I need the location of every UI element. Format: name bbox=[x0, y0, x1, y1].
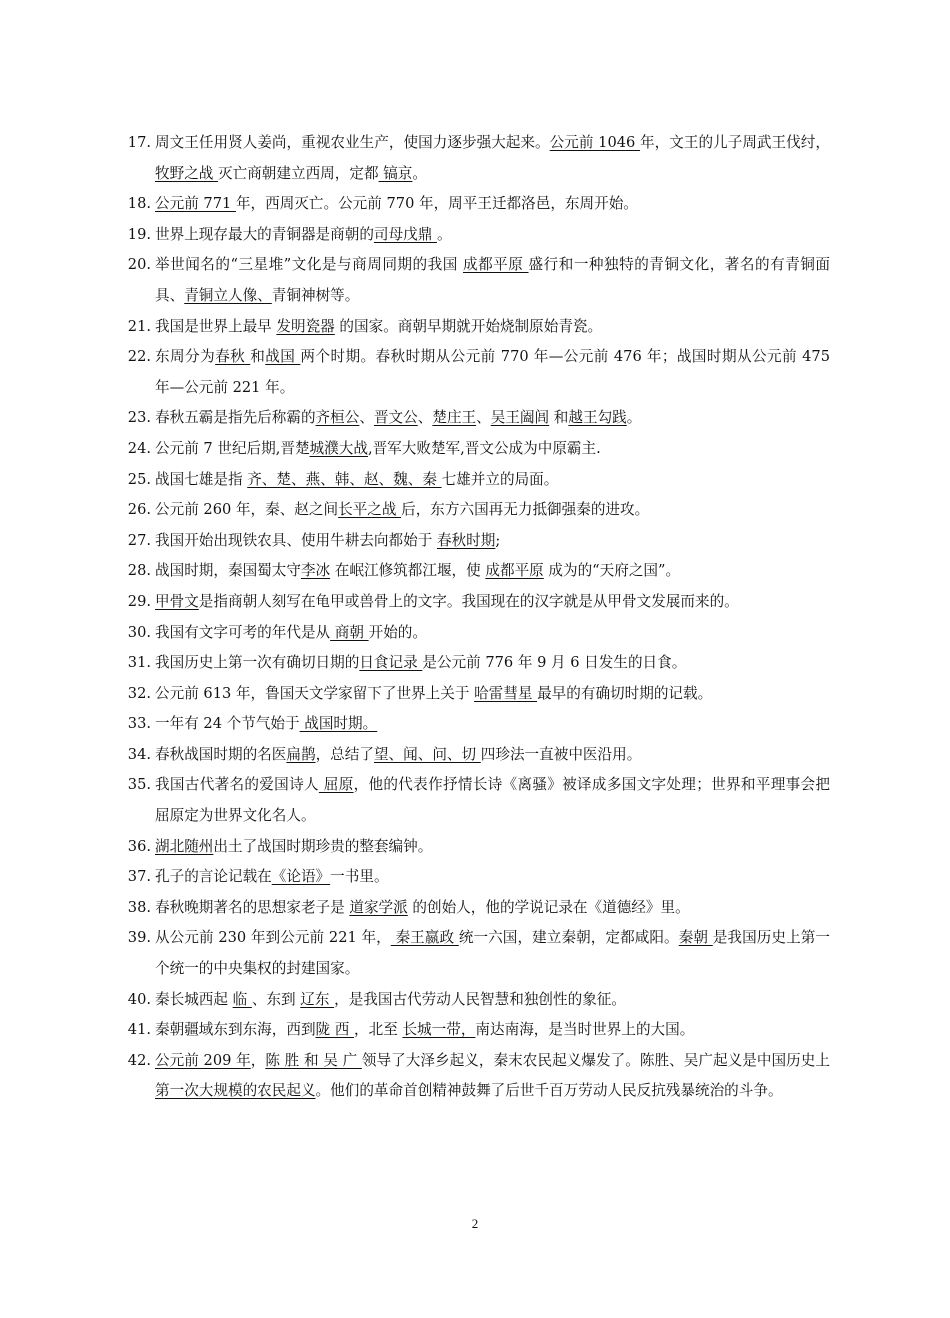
list-item bbox=[118, 189, 830, 220]
list-item bbox=[118, 740, 830, 771]
text-segment: 一书里。 bbox=[330, 868, 389, 886]
text-segment: 我国是世界上最早 bbox=[155, 317, 277, 335]
list-item bbox=[118, 709, 830, 740]
text-segment: 的创始人，他的学说记录在《道德经》里。 bbox=[407, 898, 690, 916]
item-text bbox=[155, 1046, 830, 1107]
item-number: 19. bbox=[127, 225, 151, 243]
text-segment: 公元前 260 年，秦、赵之间 bbox=[155, 501, 339, 519]
answer-blank: 晋文公 bbox=[373, 409, 418, 427]
list-item bbox=[118, 832, 830, 863]
answer-blank: 楚庄王 bbox=[432, 409, 477, 427]
item-text bbox=[155, 342, 830, 403]
text-segment: 盛行和一种独特的青铜文化，著名的有青铜面具、 bbox=[155, 256, 830, 304]
list-item bbox=[118, 220, 830, 251]
list-item bbox=[118, 679, 830, 710]
answer-blank: 李冰 bbox=[300, 562, 331, 580]
item-text bbox=[155, 556, 830, 587]
text-segment: 是我国历史上第一个统一的中央集权的封建国家。 bbox=[155, 929, 830, 978]
answer-blank: 齐、楚、燕、韩、赵、魏、秦 bbox=[247, 470, 442, 488]
answer-blank: 商朝 bbox=[330, 623, 369, 641]
page-number: 2 bbox=[471, 1216, 479, 1231]
item-number: 34. bbox=[127, 745, 151, 763]
text-segment: 秦朝疆域东到东海，西到 bbox=[155, 1021, 316, 1039]
text-segment: 四珍法一直被中医沿用。 bbox=[480, 745, 642, 763]
text-segment: 东周分为 bbox=[155, 348, 216, 366]
answer-blank: 辽东 bbox=[300, 990, 335, 1008]
list-item bbox=[118, 1015, 830, 1046]
answer-blank: 公元前 771 bbox=[155, 195, 236, 213]
answer-blank: 望、闻、问、切 bbox=[373, 745, 481, 763]
answer-blank: 屈原 bbox=[318, 776, 354, 794]
item-text bbox=[155, 250, 830, 311]
item-text bbox=[155, 495, 830, 526]
item-number: 33. bbox=[127, 715, 151, 733]
item-text bbox=[155, 862, 830, 893]
text-segment: 青铜神树等。 bbox=[271, 286, 360, 304]
item-number: 28. bbox=[127, 562, 151, 580]
item-number: 36. bbox=[127, 837, 151, 855]
item-text bbox=[155, 985, 830, 1016]
list-item bbox=[118, 495, 830, 526]
text-segment: 南达南海，是当时世界上的大国。 bbox=[475, 1021, 695, 1039]
answer-blank: 公元前 1046 bbox=[549, 134, 640, 151]
text-segment: 、 bbox=[417, 409, 433, 427]
list-item bbox=[118, 985, 830, 1016]
item-number: 32. bbox=[127, 684, 151, 702]
text-segment: 。 bbox=[412, 164, 427, 182]
text-segment: 。他们的革命首创精神鼓舞了后世千百万劳动人民反抗残暴统治的斗争。 bbox=[315, 1082, 783, 1100]
item-text bbox=[155, 403, 830, 434]
answer-blank: 发明瓷器 bbox=[276, 317, 335, 335]
list-item bbox=[118, 465, 830, 496]
text-segment: ，总结了 bbox=[315, 745, 374, 763]
text-segment: 开始的。 bbox=[368, 623, 427, 641]
item-number: 25. bbox=[127, 470, 151, 488]
item-number: 29. bbox=[127, 592, 151, 610]
answer-blank: 公元前 209 年 bbox=[155, 1051, 251, 1069]
answer-blank: 司母戊鼎 bbox=[373, 225, 437, 243]
text-segment: 春秋晚期著名的思想家老子是 bbox=[155, 898, 350, 916]
item-text bbox=[155, 832, 830, 863]
item-number: 24. bbox=[127, 439, 151, 457]
list-item bbox=[118, 250, 830, 311]
list-item bbox=[118, 556, 830, 587]
item-number: 18. bbox=[127, 195, 151, 213]
item-text bbox=[155, 893, 830, 924]
text-segment: 和 bbox=[250, 348, 266, 366]
text-segment: 公元前 7 世纪后期,晋楚 bbox=[155, 439, 310, 457]
item-number: 39. bbox=[127, 929, 151, 947]
answer-blank: 齐桓公 bbox=[315, 409, 360, 427]
list-item bbox=[118, 1046, 830, 1107]
text-segment: 成为的“天府之国”。 bbox=[543, 562, 681, 580]
text-segment: 战国时期，秦国蜀太守 bbox=[155, 562, 301, 580]
question-list bbox=[118, 128, 830, 1107]
item-number: 21. bbox=[127, 317, 151, 335]
answer-blank: 日食记录 bbox=[359, 654, 423, 672]
answer-blank: 青铜立人像、 bbox=[184, 286, 272, 304]
answer-blank: 临 bbox=[232, 990, 252, 1008]
item-text bbox=[155, 189, 830, 220]
item-text bbox=[155, 312, 830, 343]
text-segment: 周文王任用贤人姜尚，重视农业生产，使国力逐步强大起来。 bbox=[155, 134, 550, 151]
answer-blank: 道家学派 bbox=[349, 898, 408, 916]
item-text bbox=[155, 220, 830, 251]
list-item bbox=[118, 618, 830, 649]
answer-blank: 镐京 bbox=[378, 164, 413, 182]
item-text bbox=[155, 434, 830, 465]
item-text bbox=[155, 648, 830, 679]
text-segment: 出土了战国时期珍贵的整套编钟。 bbox=[213, 837, 433, 855]
answer-blank: 长平之战 bbox=[338, 501, 402, 519]
text-segment: 我国开始出现铁农具、使用牛耕去向都始于 bbox=[155, 531, 437, 549]
item-text bbox=[155, 465, 830, 496]
text-segment: 春秋五霸是指先后称霸的 bbox=[155, 409, 316, 427]
answer-blank: 秦朝 bbox=[678, 929, 713, 947]
list-item bbox=[118, 403, 830, 434]
text-segment: 统一六国，建立秦朝，定都咸阳。 bbox=[458, 929, 679, 947]
answer-blank: 越王勾践 bbox=[568, 409, 627, 427]
answer-blank: 成都平原 bbox=[462, 256, 529, 274]
item-number: 35. bbox=[127, 776, 151, 794]
list-item bbox=[118, 342, 830, 403]
text-segment: 。 bbox=[626, 409, 642, 427]
text-segment: ，北至 bbox=[354, 1021, 403, 1039]
text-segment: 是指商朝人刻写在龟甲或兽骨上的文字。我国现在的汉字就是从甲骨文发展而来的。 bbox=[198, 592, 739, 610]
text-segment: ; bbox=[495, 531, 501, 549]
list-item bbox=[118, 312, 830, 343]
answer-blank: 长城一带， bbox=[402, 1021, 476, 1039]
item-number: 17. bbox=[127, 134, 151, 151]
text-segment: 后，东方六国再无力抵御强秦的进攻。 bbox=[401, 501, 650, 519]
text-segment: 世界上现存最大的青铜器是商朝的 bbox=[155, 225, 374, 243]
text-segment: 的国家。商朝早期就开始烧制原始青瓷。 bbox=[334, 317, 603, 335]
text-segment: 是公元前 776 年 9 月 6 日发生的日食。 bbox=[422, 654, 687, 672]
item-number: 27. bbox=[127, 531, 151, 549]
text-segment: 我国历史上第一次有确切日期的 bbox=[155, 654, 360, 672]
item-text bbox=[155, 709, 830, 740]
answer-blank: 《论语》 bbox=[271, 868, 331, 886]
text-segment: 公元前 613 年，鲁国天文学家留下了世界上关于 bbox=[155, 684, 475, 702]
answer-blank: 战国 bbox=[265, 348, 301, 366]
answer-blank: 城濮大战 bbox=[309, 439, 368, 457]
text-segment: ,晋军大败楚军,晋文公成为中原霸主. bbox=[367, 439, 601, 457]
text-segment: 从公元前 230 年到公元前 221 年， bbox=[155, 929, 391, 947]
answer-blank: 春秋 bbox=[215, 348, 251, 366]
item-text bbox=[155, 1015, 830, 1046]
item-number: 23. bbox=[127, 409, 151, 427]
answer-blank: 牧野之战 bbox=[155, 164, 219, 182]
item-number: 30. bbox=[127, 623, 151, 641]
text-segment: 战国七雄是指 bbox=[155, 470, 248, 488]
text-segment: 在岷江修筑都江堰，使 bbox=[330, 562, 486, 580]
text-segment: 举世闻名的“三星堆”文化是与商周同期的我国 bbox=[155, 256, 463, 274]
item-number: 26. bbox=[127, 501, 151, 519]
text-segment: 年，西周灭亡。公元前 770 年，周平王迁都洛邑，东周开始。 bbox=[235, 195, 638, 213]
list-item bbox=[118, 526, 830, 557]
item-number: 37. bbox=[127, 868, 151, 886]
item-text bbox=[155, 679, 830, 710]
list-item bbox=[118, 862, 830, 893]
item-number: 42. bbox=[127, 1051, 151, 1069]
item-text bbox=[155, 923, 830, 984]
list-item bbox=[118, 434, 830, 465]
item-text bbox=[155, 128, 830, 189]
text-segment: 、 bbox=[359, 409, 374, 427]
answer-blank: 第一次大规模的农民起义 bbox=[155, 1082, 316, 1100]
item-number: 31. bbox=[127, 654, 151, 672]
list-item bbox=[118, 648, 830, 679]
answer-blank: 秦王嬴政 bbox=[390, 929, 459, 947]
list-item bbox=[118, 128, 830, 189]
answer-blank: 成都平原 bbox=[485, 562, 544, 580]
text-segment: 我国古代著名的爱国诗人 bbox=[155, 776, 319, 794]
item-number: 38. bbox=[127, 898, 151, 916]
text-segment: 我国有文字可考的年代是从 bbox=[155, 623, 331, 641]
item-number: 41. bbox=[127, 1021, 151, 1039]
text-segment: 、东到 bbox=[251, 990, 301, 1008]
item-text bbox=[155, 526, 830, 557]
item-text bbox=[155, 740, 830, 771]
text-segment: 领导了大泽乡起义，秦末农民起义爆发了。陈胜、吴广起义是中国历史上 bbox=[361, 1051, 830, 1069]
item-text bbox=[155, 618, 830, 649]
text-segment: 年，文王的儿子周武王伐纣， bbox=[640, 134, 830, 151]
answer-blank: 扁鹊 bbox=[286, 745, 316, 763]
list-item bbox=[118, 770, 830, 831]
item-text bbox=[155, 587, 830, 618]
item-number: 40. bbox=[127, 990, 151, 1008]
text-segment: 和 bbox=[549, 409, 569, 427]
text-segment: 七雄并立的局面。 bbox=[441, 470, 559, 488]
text-segment: 灭亡商朝建立西周，定都 bbox=[218, 164, 379, 182]
text-segment: ，他的代表作抒情长诗《离骚》被译成多国文字处理；世界和平理事会把屈原定为世界文化名人。 bbox=[155, 776, 830, 825]
text-segment: 孔子的言论记载在 bbox=[155, 868, 272, 886]
answer-blank: 春秋时期 bbox=[436, 531, 496, 549]
list-item bbox=[118, 923, 830, 984]
list-item bbox=[118, 893, 830, 924]
text-segment: 最早的有确切时期的记载。 bbox=[537, 684, 713, 702]
answer-blank: 吴王阖闾 bbox=[490, 409, 550, 427]
text-segment: 春秋战国时期的名医 bbox=[155, 745, 287, 763]
text-segment: 一年有 24 个节气始于 bbox=[155, 715, 300, 733]
text-segment: 两个时期。春秋时期从公元前 770 年—公元前 476 年；战国时期从公元前 475 年—公元前 221 年。 bbox=[155, 348, 830, 396]
answer-blank: 陇 西 bbox=[315, 1021, 355, 1039]
text-segment: ，是我国古代劳动人民智慧和独创性的象征。 bbox=[334, 990, 626, 1008]
text-segment: 秦长城西起 bbox=[155, 990, 233, 1008]
text-segment: ， bbox=[250, 1051, 266, 1069]
answer-blank: 战国时期。 bbox=[299, 715, 378, 733]
answer-blank: 陈 胜 和 吴 广 bbox=[265, 1051, 362, 1069]
item-text bbox=[155, 770, 830, 831]
text-segment: 。 bbox=[436, 225, 452, 243]
text-segment: 、 bbox=[476, 409, 491, 427]
list-item bbox=[118, 587, 830, 618]
item-number: 22. bbox=[127, 348, 151, 366]
answer-blank: 甲骨文 bbox=[155, 592, 199, 610]
item-number: 20. bbox=[127, 256, 151, 274]
answer-blank: 湖北随州 bbox=[155, 837, 214, 855]
answer-blank: 哈雷彗星 bbox=[474, 684, 538, 702]
